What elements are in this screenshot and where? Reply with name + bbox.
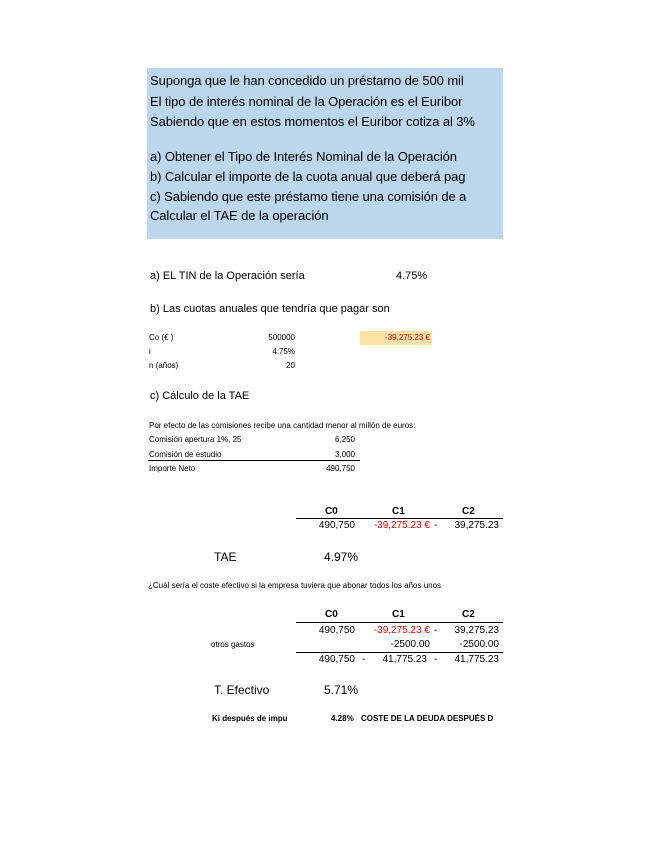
cf1-header-c2: C2 [462,506,475,517]
cf2-row1-c1: -39,275.23 € [373,625,430,636]
cf2-header-rule [296,622,503,623]
cf2-header-c1: C1 [392,609,405,620]
n-label: n (años) [149,361,179,370]
cf1-header-c1: C1 [392,506,405,517]
cf2-row2-c1: -2500.00 [390,639,430,650]
comision-apertura-label: Comisión apertura 1%, 25 [149,435,242,444]
n-value: 20 [286,361,295,370]
problem-line-2: El tipo de interés nominal de la Operación es el Euribor [150,94,463,109]
comision-estudio-value: 3,000 [334,450,355,459]
efectivo-value: 5.71% [324,683,359,697]
problem-statement [147,68,503,239]
problem-line-4: a) Obtener el Tipo de Interés Nominal de la Operación [150,149,457,164]
payment-cell: -39,275.23 € [360,331,432,345]
cf2-row3-c1: 41,775.23 [382,654,427,665]
problem-line-3: Sabiendo que en estos momentos el Euribor cotiza al 3% [150,114,475,129]
ki-text: COSTE DE LA DEUDA DESPUÉS D [361,714,494,723]
tae-value: 4.97% [324,550,359,564]
i-value: 4.75% [272,347,295,356]
part-a-label: a) EL TIN de la Operación sería [150,270,305,282]
co-label: Co (€ ) [149,333,174,342]
cf1-header-c0: C0 [325,506,338,517]
problem-line-7: Calcular el TAE de la operación [150,208,329,223]
ki-label: Ki después de impu [212,714,288,723]
cf2-row3-c2: 41,775.23 [454,654,499,665]
cf2-total-rule [296,652,503,653]
cf2-row1-c2-sign: - [434,625,438,636]
cf2-header-c2: C2 [462,609,475,620]
cf1-header-rule [296,518,503,519]
cf1-c1-value: -39,275.23 € [373,520,430,531]
comision-apertura-value: 6,250 [334,435,355,444]
otros-gastos-label: otros gastos [211,640,255,649]
cf2-row3-c0: 490,750 [318,654,355,665]
cf2-header-c0: C0 [325,609,338,620]
problem-line-1: Suponga que le han concedido un préstamo de 500 mil [150,73,464,88]
importe-neto-label: Importe Neto [149,464,196,473]
cf2-row2-c2: -2500.00 [459,639,499,650]
problem-line-5: b) Calcular el importe de la cuota anual que deberá pag [150,169,466,184]
cf2-row1-c2: 39,275.23 [454,625,499,636]
co-value: 500000 [268,333,295,342]
comision-estudio-label: Comisión de estudio [149,450,222,459]
question-2: ¿Cuál sería el coste efectivo si la empresa tuviera que abonar todos los años unos [148,581,442,590]
part-c-label: c) Cálculo de la TAE [150,390,250,402]
cf2-row3-c2-sign: - [434,654,438,665]
efectivo-label: T. Efectivo [214,683,270,697]
i-label: i [149,347,151,356]
cf1-c2-sign: - [434,520,438,531]
problem-line-6: c) Sabiendo que este préstamo tiene una comisión de a [150,189,467,204]
commission-note: Por efecto de las comisiones recibe una cantidad menor al millón de euros: [149,421,416,430]
part-b-label: b) Las cuotas anuales que tendría que pagar son [150,303,390,315]
ki-value: 4.28% [331,714,354,723]
cf1-c0-value: 490,750 [318,520,355,531]
cf1-c2-value: 39,275.23 [454,520,499,531]
importe-neto-value: 490,750 [326,464,355,473]
part-a-value: 4.75% [396,270,428,282]
cf2-row3-c1-sign: - [362,654,366,665]
net-amount-rule [148,460,360,461]
tae-label: TAE [214,550,237,564]
cf2-row1-c0: 490,750 [318,625,355,636]
